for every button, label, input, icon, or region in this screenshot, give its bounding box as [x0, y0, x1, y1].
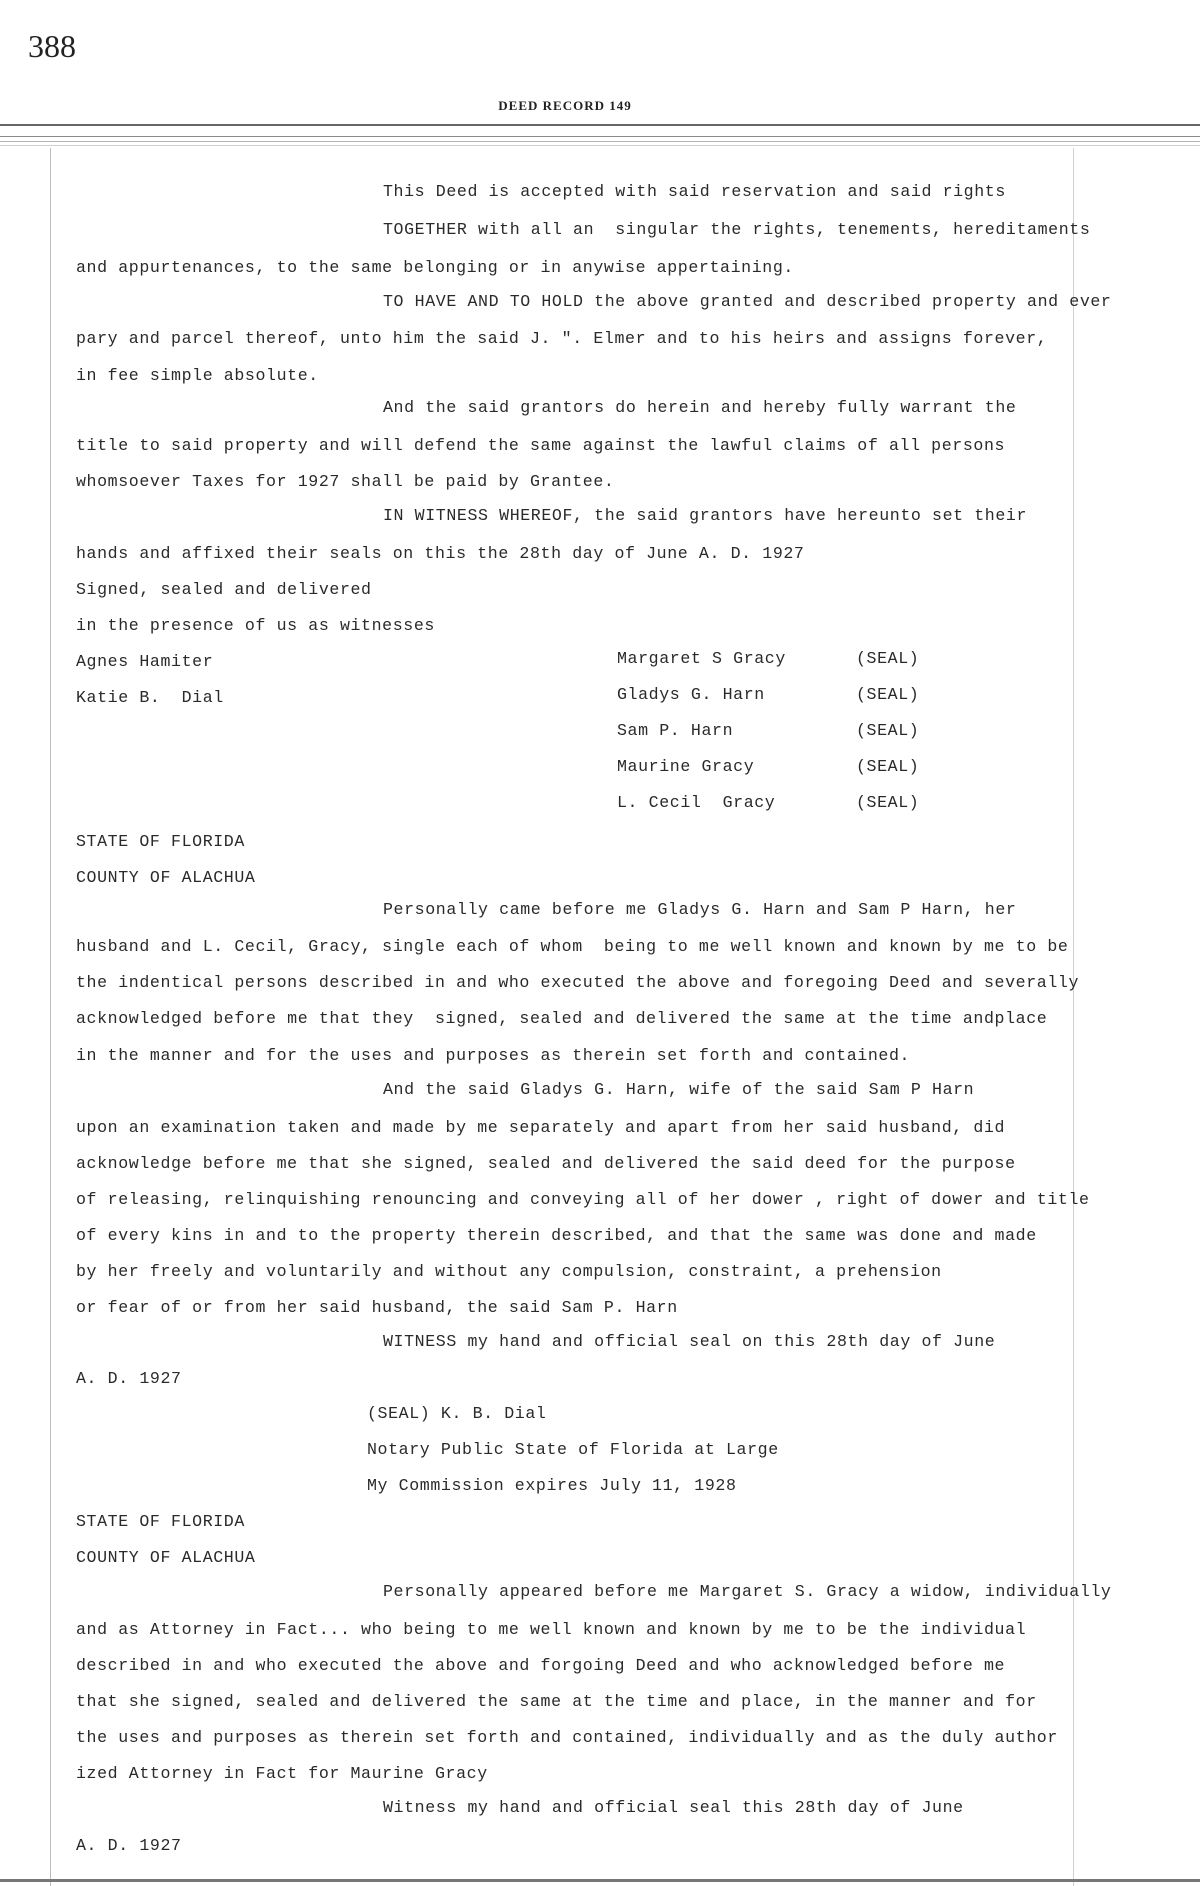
header-rule	[0, 141, 1200, 142]
county-heading: COUNTY OF ALACHUA	[76, 1548, 256, 1567]
seal-mark: (SEAL)	[856, 685, 920, 704]
text-line: in the manner and for the uses and purposes as therein set forth and contained.	[76, 1046, 911, 1065]
witness-name: Agnes Hamiter	[76, 652, 214, 671]
text-line: WITNESS my hand and official seal on this 28th day of June	[383, 1332, 996, 1351]
text-line: and appurtenances, to the same belonging or in anywise appertaining.	[76, 258, 794, 277]
text-line: And the said Gladys G. Harn, wife of the said Sam P Harn	[383, 1080, 975, 1099]
text-line: that she signed, sealed and delivered the same at the time and place, in the manner and for	[76, 1692, 1037, 1711]
text-line: the indentical persons described in and who executed the above and foregoing Deed and severally	[76, 973, 1079, 992]
notary-seal-line: (SEAL) K. B. Dial	[367, 1404, 547, 1423]
grantor-name: Gladys G. Harn	[617, 685, 765, 704]
grantor-name: Margaret S Gracy	[617, 649, 786, 668]
notary-commission: My Commission expires July 11, 1928	[367, 1476, 737, 1495]
seal-mark: (SEAL)	[856, 757, 920, 776]
text-line: And the said grantors do herein and hereby fully warrant the	[383, 398, 1017, 417]
text-line: title to said property and will defend the same against the lawful claims of all persons	[76, 436, 1006, 455]
record-title: DEED RECORD 149	[498, 98, 632, 113]
text-line: and as Attorney in Fact... who being to me well known and known by me to be the individual	[76, 1620, 1027, 1639]
right-margin-line	[1073, 148, 1074, 1886]
county-heading: COUNTY OF ALACHUA	[76, 868, 256, 887]
text-line: Signed, sealed and delivered	[76, 580, 372, 599]
text-line: Personally came before me Gladys G. Harn and Sam P Harn, her	[383, 900, 1017, 919]
text-line: IN WITNESS WHEREOF, the said grantors have hereunto set their	[383, 506, 1028, 525]
page-number: 388	[28, 28, 76, 64]
text-line: acknowledged before me that they signed, sealed and delivered the same at the time andplace	[76, 1009, 1048, 1028]
header-rule	[0, 124, 1200, 126]
text-line: or fear of or from her said husband, the said Sam P. Harn	[76, 1298, 678, 1317]
state-heading: STATE OF FLORIDA	[76, 832, 245, 851]
header-rule	[0, 136, 1200, 137]
text-line: described in and who executed the above and forgoing Deed and who acknowledged before me	[76, 1656, 1006, 1675]
text-line: acknowledge before me that she signed, sealed and delivered the said deed for the purpose	[76, 1154, 1016, 1173]
text-line: the uses and purposes as therein set forth and contained, individually and as the duly author	[76, 1728, 1058, 1747]
text-line: in the presence of us as witnesses	[76, 616, 435, 635]
grantor-name: L. Cecil Gracy	[617, 793, 776, 812]
text-line: in fee simple absolute.	[76, 366, 319, 385]
text-line: A. D. 1927	[76, 1836, 182, 1855]
grantor-name: Maurine Gracy	[617, 757, 755, 776]
text-line: upon an examination taken and made by me separately and apart from her said husband, did	[76, 1118, 1006, 1137]
state-heading: STATE OF FLORIDA	[76, 1512, 245, 1531]
text-line: whomsoever Taxes for 1927 shall be paid by Grantee.	[76, 472, 615, 491]
text-line: TOGETHER with all an singular the rights, tenements, hereditaments	[383, 220, 1091, 239]
text-line: of every kins in and to the property therein described, and that the same was done and made	[76, 1226, 1037, 1245]
witness-name: Katie B. Dial	[76, 688, 224, 707]
text-line: husband and L. Cecil, Gracy, single each of whom being to me well known and known by me to be	[76, 937, 1069, 956]
seal-mark: (SEAL)	[856, 793, 920, 812]
header-rule	[0, 145, 1200, 146]
text-line: by her freely and voluntarily and without any compulsion, constraint, a prehension	[76, 1262, 942, 1281]
text-line: TO HAVE AND TO HOLD the above granted and described property and ever	[383, 292, 1112, 311]
grantor-name: Sam P. Harn	[617, 721, 734, 740]
text-line: hands and affixed their seals on this the 28th day of June A. D. 1927	[76, 544, 805, 563]
text-line: pary and parcel thereof, unto him the said J. ". Elmer and to his heirs and assigns forever,	[76, 329, 1048, 348]
text-line: Witness my hand and official seal this 28th day of June	[383, 1798, 964, 1817]
notary-title: Notary Public State of Florida at Large	[367, 1440, 779, 1459]
text-line: Personally appeared before me Margaret S. Gracy a widow, individually	[383, 1582, 1112, 1601]
seal-mark: (SEAL)	[856, 721, 920, 740]
text-line: ized Attorney in Fact for Maurine Gracy	[76, 1764, 488, 1783]
text-line: This Deed is accepted with said reservation and said rights	[383, 182, 1006, 201]
left-margin-line	[50, 148, 51, 1886]
bottom-rule	[0, 1879, 1200, 1882]
text-line: A. D. 1927	[76, 1369, 182, 1388]
text-line: of releasing, relinquishing renouncing and conveying all of her dower , right of dower and title	[76, 1190, 1090, 1209]
seal-mark: (SEAL)	[856, 649, 920, 668]
